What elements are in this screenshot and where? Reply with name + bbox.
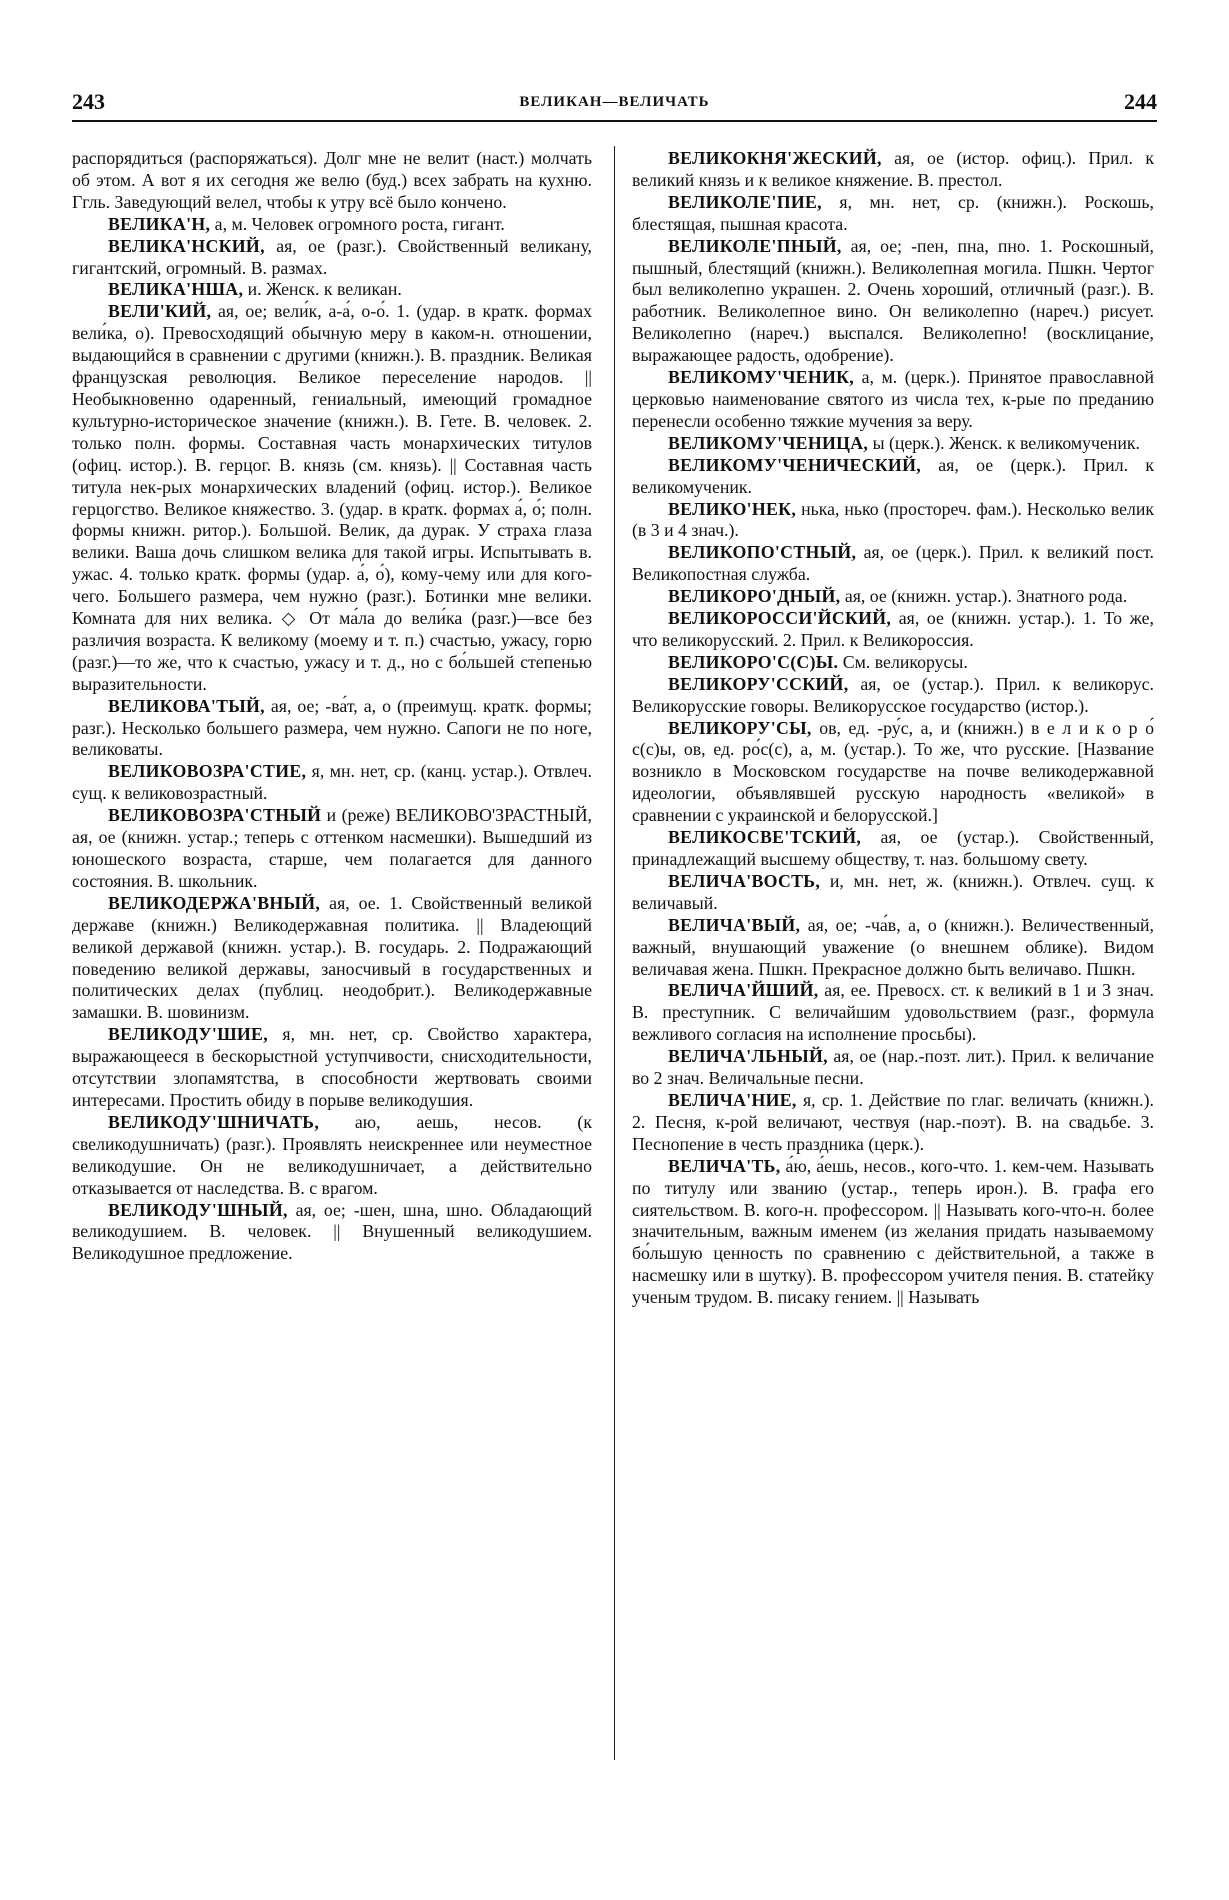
dictionary-entry bbox=[72, 805, 592, 893]
entry-definition: ая, ое (книжн. устар.). Знатного рода. bbox=[844, 586, 1128, 607]
headword: ВЕЛИКОРУ'СЫ, bbox=[668, 717, 812, 738]
headword: ВЕЛИКО'НЕК, bbox=[668, 498, 797, 519]
entry-definition: и. Женск. к великан. bbox=[247, 279, 402, 300]
entry-definition: ая, ое (церк.). Прил. к великий пост. Великопостная служба. bbox=[632, 542, 1154, 585]
headword: ВЕЛИЧА'ВЫЙ, bbox=[668, 914, 801, 935]
entry-definition: и (реже) ВЕЛИКОВО'ЗРАСТНЫЙ, ая, ое (книжн. устар.; теперь с оттенком насмешки). Вышедший из юношеского возраста, старше, чем полагается для данного состояния. В. школьник. bbox=[72, 805, 592, 891]
headword: ВЕЛИКА'Н, bbox=[108, 213, 211, 234]
headword: ВЕЛИЧА'ЙШИЙ, bbox=[668, 980, 819, 1001]
dictionary-entry bbox=[632, 192, 1154, 236]
entry-definition: а, м. Человек огромного роста, гигант. bbox=[214, 213, 505, 234]
entry-definition: ая, ое (разг.). Свойственный великану, гигантский, огромный. В. размах. bbox=[72, 235, 592, 278]
header-rule bbox=[72, 120, 1157, 122]
dictionary-entry bbox=[72, 1024, 592, 1112]
dictionary-entry bbox=[632, 871, 1154, 915]
headword: ВЕЛИКОВОЗРА'СТНЫЙ bbox=[108, 805, 322, 826]
entry-definition: ая, ее. Превосх. ст. к великий в 1 и 3 знач. В. преступник. С величайшим удовольствием (разг., формула вежливого согласия на исполнение просьбы). bbox=[632, 980, 1154, 1045]
entry-definition: и, мн. нет, ж. (книжн.). Отвлеч. сущ. к величавый. bbox=[632, 870, 1154, 913]
entry-definition: ая, ое (устар.). Свойственный, принадлежащий высшему обществу, т. наз. большому свету. bbox=[632, 827, 1154, 869]
dictionary-entry bbox=[72, 893, 592, 1024]
headword: ВЕЛИКОВОЗРА'СТИЕ, bbox=[108, 761, 307, 782]
left-page-number: 243 bbox=[72, 89, 105, 114]
headword: ВЕЛИКОВА'ТЫЙ, bbox=[108, 695, 265, 716]
headword: ВЕЛИЧА'ЛЬНЫЙ, bbox=[668, 1046, 828, 1067]
dictionary-entry bbox=[632, 652, 1154, 674]
headword: ВЕЛИКОПО'СТНЫЙ, bbox=[668, 542, 857, 563]
headword: ВЕЛИКОДЕРЖА'ВНЫЙ, bbox=[108, 892, 321, 913]
dictionary-entry bbox=[72, 148, 592, 214]
entry-definition: аю, аешь, несов. (к свеликодушничать) (разг.). Проявлять неискреннее или неуместное великодушие. Он не великодушничает, а действительно отказывается от наследства. В. с врагом. bbox=[72, 1111, 592, 1198]
headword: ВЕЛИКОДУ'ШИЕ, bbox=[108, 1024, 268, 1045]
entry-definition: ов, ед. -ру́с, а, и (книжн.) в е л и к о р о́ с(с)ы, ов, ед. ро́с(с), а, м. (устар.). То же, что русские. [Название возникло в Московском государстве на почве великодержавной идеологии, объявлявшей русскую народность «великой» в сравнении с украинской и белорусской.] bbox=[632, 717, 1154, 826]
dictionary-entry bbox=[72, 301, 592, 695]
headword: ВЕЛИКОЛЕ'ПИЕ, bbox=[668, 191, 822, 212]
entry-definition: распорядиться (распоряжаться). Долг мне не велит (наст.) молчать об этом. А вот я их сегодня же велю (буд.) всех забрать на кухню. Ггль. Заведующий велел, чтобы к утру всё было кончено. bbox=[72, 148, 592, 212]
headword: ВЕЛИКОМУ'ЧЕНИЧЕСКИЙ, bbox=[668, 454, 921, 475]
entry-definition: ая, ое (церк.). Прил. к великомученик. bbox=[632, 454, 1154, 497]
entry-definition: я, мн. нет, ср. (книжн.). Роскошь, блестящая, пышная красота. bbox=[632, 191, 1154, 234]
column-divider bbox=[614, 146, 615, 1760]
entry-definition: а, м. (церк.). Принятое православной церковью наименование святого из числа тех, к-рые по преданию перенесли особенно тяжкие мучения за веру. bbox=[632, 367, 1154, 431]
entry-definition: ая, ое; -шен, шна, шно. Обладающий великодушием. В. человек. || Внушенный великодушием. Великодушное предложение. bbox=[72, 1199, 592, 1264]
dictionary-entry bbox=[72, 761, 592, 805]
entry-definition: ая, ое (книжн. устар.). 1. То же, что великорусский. 2. Прил. к Великороссия. bbox=[632, 608, 1155, 650]
dictionary-entry bbox=[632, 608, 1154, 652]
headword: ВЕЛИКА'НША, bbox=[108, 279, 244, 300]
headword: ВЕЛИКОМУ'ЧЕНИК, bbox=[668, 367, 855, 388]
entry-definition: См. великорусы. bbox=[842, 651, 968, 672]
dictionary-entry bbox=[632, 674, 1154, 718]
entry-definition: ая, ое; вели́к, а-а́, о-о́. 1. (удар. в кратк. формах вели́ка, о). Превосходящий обычную меру в каком-н. отношении, выдающийся в сравнении с другими (книжн.). В. праздник. Великая французская революция. Великое переселение народов. || Необыкновенно одаренный, гениальный, имеющий громадное культурно-историческое значение (книжн.). В. Гете. В. человек. 2. только полн. формы. Составная часть монархических титулов (офиц. истор.). В. герцог. В. князь (см. князь). || Составная часть титула нек-рых монархических владений (офиц. истор.). Великое герцогство. Великое княжество. 3. (удар. в кратк. формах а́, о́; полн. формы книжн. ритор.). Большой. Велик, да дурак. У страха глаза велики. Ваша дочь слишком велика для такой игры. Испытывать в. ужас. 4. только кратк. формы (удар. а́, о́), кому-чему или для кого-чего. Большего размера, чем нужно (разг.). Ботинки мне велики. Комната для них велика. ◇ От ма́ла до вели́ка (разг.)—все без различия возраста. К великому (моему и т. п.) счастью, ужасу, горю (разг.)—то же, что к счастью, ужасу и т. д., но с бо́льшей степенью выразительности. bbox=[72, 301, 592, 694]
headword: ВЕЛИКОЛЕ'ПНЫЙ, bbox=[668, 235, 842, 256]
entry-definition: ая, ое; -ча́в, а, о (книжн.). Величественный, важный, внушающий уважение (о внешнем облике). Видом величавая жена. Пшкн. Прекрасное должно быть величаво. Пшкн. bbox=[632, 914, 1154, 979]
headword: ВЕЛИКОМУ'ЧЕНИЦА, bbox=[668, 432, 869, 453]
entry-definition: ая, ое (нар.-позт. лит.). Прил. к величание во 2 знач. Величальные песни. bbox=[632, 1046, 1154, 1089]
dictionary-entry bbox=[632, 718, 1154, 828]
entry-definition: я, мн. нет, ср. (канц. устар.). Отвлеч. сущ. к великовозрастный. bbox=[72, 761, 592, 804]
dictionary-entry bbox=[632, 148, 1154, 192]
entry-definition: а́ю, а́ешь, несов., кого-что. 1. кем-чем. Называть по титулу или званию (устар., теперь ирон.). В. графа его сиятельством. В. кого-н. профессором. || Называть кого-что-н. более значительным, важным именем (из желания придать называемому бо́льшую ценность по сравнению с действительной, а также в насмешку или в шутку). В. профессором учителя пения. В. статейку ученым трудом. В. писаку гением. || Называть bbox=[632, 1155, 1154, 1308]
entry-definition: ая, ое; -ва́т, а, о (преимущ. кратк. формы; разг.). Несколько большего размера, чем нужно. Сапоги не по ноге, великоваты. bbox=[72, 695, 592, 760]
headword: ВЕЛИКОРО'С(С)Ы. bbox=[668, 651, 839, 672]
dictionary-entry bbox=[72, 236, 592, 280]
dictionary-entry bbox=[632, 367, 1154, 433]
guide-words: ВЕЛИКАН—ВЕЛИЧАТЬ bbox=[519, 93, 710, 110]
headword: ВЕЛИКА'НСКИЙ, bbox=[108, 235, 265, 256]
entry-definition: ая, ое (устар.). Прил. к великорус. Великорусские говоры. Великорусское государство (истор.). bbox=[632, 673, 1154, 716]
headword: ВЕЛИЧА'ВОСТЬ, bbox=[668, 870, 821, 891]
right-column bbox=[632, 148, 1154, 1309]
entry-definition: ая, ое. 1. Свойственный великой державе (книжн.) Великодержавная политика. || Владеющий великой державой (книжн. устар.). В. государь. 2. Подражающий поведению великой державы, заносчивый в государственных и политических делах (публиц. неодобрит.). Великодержавные замашки. В. шовинизм. bbox=[72, 892, 592, 1023]
entry-definition: ы (церк.). Женск. к великомученик. bbox=[872, 432, 1140, 453]
dictionary-entry bbox=[632, 542, 1154, 586]
entry-definition: я, ср. 1. Действие по глаг. величать (книжн.). 2. Песня, к-рой величают, чествуя (нар.-поэт). В. на свадьбе. 3. Песнопение в честь праздника (церк.). bbox=[632, 1089, 1154, 1154]
dictionary-entry bbox=[632, 1046, 1154, 1090]
dictionary-entry bbox=[632, 455, 1154, 499]
page-header bbox=[72, 88, 1157, 116]
dictionary-entry bbox=[632, 980, 1154, 1046]
dictionary-entry bbox=[632, 1090, 1154, 1156]
headword: ВЕЛИЧА'НИЕ, bbox=[668, 1089, 797, 1110]
left-column bbox=[72, 148, 592, 1265]
headword: ВЕЛИКОКНЯ'ЖЕСКИЙ, bbox=[668, 148, 882, 168]
right-page-number: 244 bbox=[1123, 89, 1157, 114]
dictionary-entry bbox=[72, 214, 592, 236]
headword: ВЕЛИКОСВЕ'ТСКИЙ, bbox=[668, 827, 862, 848]
headword: ВЕЛИКОРУ'ССКИЙ, bbox=[668, 673, 849, 694]
entry-definition: ая, ое; -пен, пна, пно. 1. Роскошный, пышный, блестящий (книжн.). Великолепная могила. Пшкн. Чертог был великолепно украшен. 2. Очень хороший, отличный (разг.). В. работник. Великолепное вино. Он великолепно (нареч.) рисует. Великолепно (нареч.) выспался. Великолепно! (восклицание, выражающее радость, одобрение). bbox=[632, 235, 1155, 366]
headword: ВЕЛИКОДУ'ШНИЧАТЬ, bbox=[108, 1111, 320, 1132]
headword: ВЕЛИКОРО'ДНЫЙ, bbox=[668, 586, 841, 607]
dictionary-entry bbox=[632, 827, 1154, 871]
headword: ВЕЛИКОРОССИ'ЙСКИЙ, bbox=[668, 608, 892, 629]
entry-definition: я, мн. нет, ср. Свойство характера, выражающееся в бескорыстной уступчивости, снисходительности, отсутствии злопамятства, в способности жертвовать своими интересами. Простить обиду в порыве великодушия. bbox=[72, 1024, 592, 1110]
dictionary-entry bbox=[72, 1112, 592, 1200]
headword: ВЕЛИЧА'ТЬ, bbox=[668, 1155, 781, 1176]
dictionary-entry bbox=[72, 696, 592, 762]
headword: ВЕЛИКОДУ'ШНЫЙ, bbox=[108, 1199, 288, 1220]
dictionary-entry bbox=[632, 586, 1154, 608]
headword: ВЕЛИ'КИЙ, bbox=[108, 301, 212, 322]
dictionary-entry bbox=[72, 1200, 592, 1266]
dictionary-entry bbox=[632, 1156, 1154, 1309]
dictionary-entry bbox=[632, 236, 1154, 367]
dictionary-entry bbox=[632, 915, 1154, 981]
dictionary-entry bbox=[632, 433, 1154, 455]
entry-definition: нька, нько (простореч. фам.). Несколько велик (в 3 и 4 знач.). bbox=[632, 498, 1154, 541]
dictionary-entry bbox=[632, 499, 1154, 543]
dictionary-entry bbox=[72, 279, 592, 301]
entry-definition: ая, ое (истор. офиц.). Прил. к великий князь и к великое княжение. В. престол. bbox=[632, 148, 1155, 190]
